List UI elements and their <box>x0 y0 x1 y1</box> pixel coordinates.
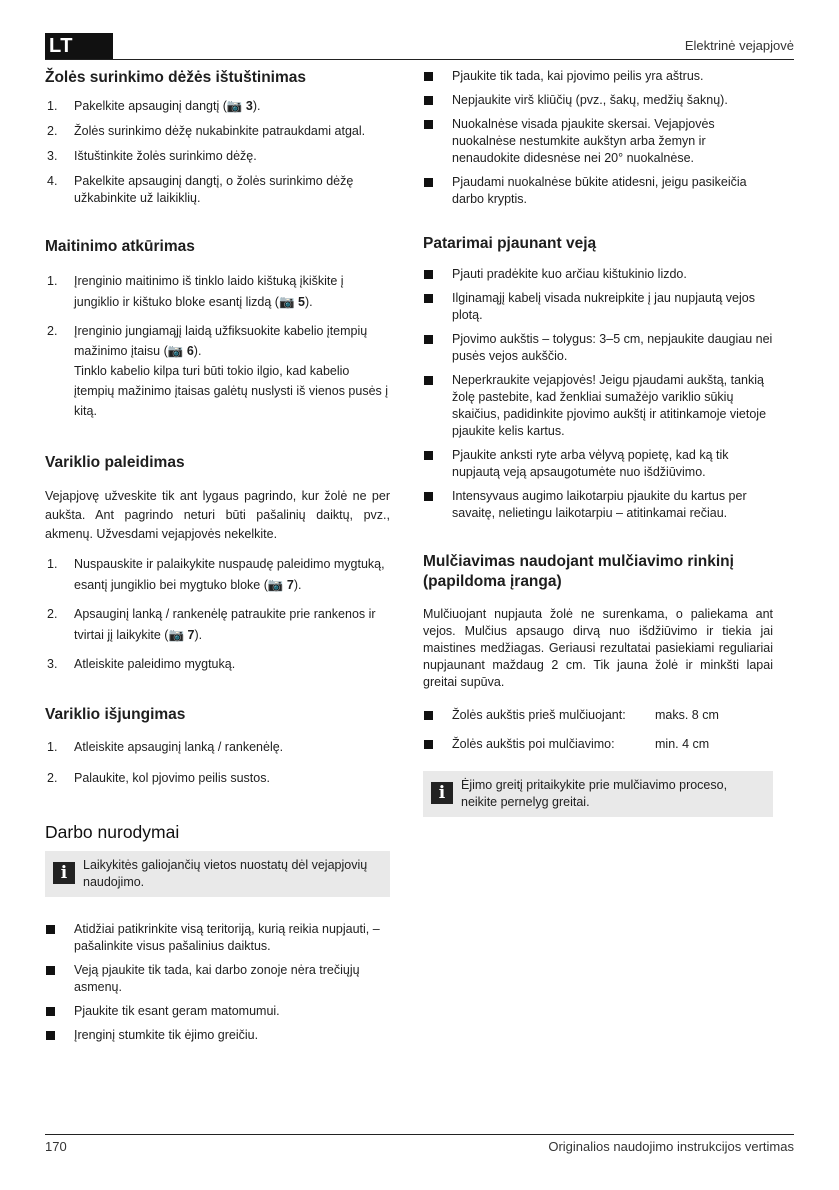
list-item: Neperkraukite vejapjovės! Jeigu pjaudami aukštą, tankią žolę pastebite, kad ženkliai sumažėjo variklio sūkių skaičius, padidinkite pjovimo aukštį ir atitinkamoje vietoje pjaukite kelis kartus. <box>423 372 773 440</box>
list-item: 3. Atleiskite paleidimo mygtuką. <box>47 657 236 671</box>
mulching-specs <box>423 707 773 753</box>
section-title-engine-stop: Variklio išjungimas <box>45 706 186 723</box>
list-item: 3. Ištuštinkite žolės surinkimo dėžę. <box>47 149 257 163</box>
info-note-mulching <box>423 771 773 817</box>
left-column <box>45 68 390 1051</box>
list-item: Pjaukite tik esant geram matomumui. <box>45 1003 390 1020</box>
info-icon: i <box>431 782 453 804</box>
section-title-engine-start: Variklio paleidimas <box>45 454 185 471</box>
header-divider <box>45 59 794 60</box>
list-item: Pjauti pradėkite kuo arčiau kištukinio lizdo. <box>423 266 773 283</box>
list-item: 1. Įrenginio maitinimo iš tinklo laido kištuką įkiškite į jungiklio ir kištuko bloke esantį lizdą (📷 5). <box>47 274 344 309</box>
footer-text: Originalios naudojimo instrukcijos vertimas <box>548 1139 794 1154</box>
list-item: Pjaukite tik tada, kai pjovimo peilis yra aštrus. <box>423 68 773 85</box>
figure-ref: 📷 7 <box>168 628 195 642</box>
page-number: 170 <box>45 1139 67 1154</box>
steps-engine-start <box>45 554 390 675</box>
list-item: 1. Pakelkite apsauginį dangtį (📷 3). <box>47 99 261 113</box>
list-item: 2. Įrenginio jungiamąjį laidą užfiksuokite kabelio įtempių mažinimo įtaisu (📷 6). Tinklo kabelio kilpa turi būti tokio ilgio, kad kabelio įtempių mažinimo įtaisas galėtų nuslysti iš vienos pusės į kitą. <box>47 324 389 418</box>
steps-empty-box <box>45 98 390 207</box>
work-bullets-continued <box>423 68 773 208</box>
mulching-paragraph: Mulčiuojant nupjauta žolė ne surenkama, o paliekama ant vejos. Mulčius apsaugo dirvą nuo išdžiūvimo ir tiekia jai maistines medžiagas. Geriausi rezultatai pasiekiami reguliariai nupjaunant maždaug 2 cm. Tik jauna žolė ir minkšti lapai greitai supūva. <box>423 607 773 689</box>
engine-start-paragraph: Vejapjovę užveskite tik ant lygaus pagrindo, kur žolė ne per aukšta. Ant pagrindo neturi būti pašalinių daiktų, pvz., akmenų. Užvesdami vejapjovės nekelkite. <box>45 489 390 541</box>
list-item: Įrenginį stumkite tik ėjimo greičiu. <box>45 1027 390 1044</box>
list-item: Ilginamąjį kabelį visada nukreipkite į jau nupjautą vejos plotą. <box>423 290 773 324</box>
figure-ref: 📷 7 <box>267 578 294 592</box>
figure-ref: 📷 5 <box>278 295 305 309</box>
info-icon: i <box>53 862 75 884</box>
right-column <box>423 68 773 837</box>
spec-row: Žolės aukštis poi mulčiavimo: min. 4 cm <box>423 736 773 753</box>
steps-engine-stop <box>45 739 390 787</box>
figure-ref: 📷 3 <box>226 99 253 113</box>
steps-power <box>45 271 390 421</box>
list-item: 2. Palaukite, kol pjovimo peilis sustos. <box>47 771 270 785</box>
info-note-text: Laikykitės galiojančių vietos nuostatų dėl vejapjovių naudojimo. <box>83 858 368 889</box>
list-item: 1. Atleiskite apsauginį lanką / rankenėlę. <box>47 740 284 754</box>
info-note <box>45 851 390 897</box>
list-item: Pjaudami nuokalnėse būkite atidesni, jeigu pasikeičia darbo kryptis. <box>423 174 773 208</box>
spec-row: Žolės aukštis prieš mulčiuojant: maks. 8 cm <box>423 707 773 724</box>
list-item: 2. Žolės surinkimo dėžę nukabinkite patraukdami atgal. <box>47 124 366 138</box>
header-title: Elektrinė vejapjovė <box>684 38 794 53</box>
list-item: 1. Nuspauskite ir palaikykite nuspaudę paleidimo mygtuką, esantį jungiklio bei mygtuko bloke (📷 7). <box>47 557 385 592</box>
work-bullets <box>45 921 390 1044</box>
list-item: 2. Apsauginį lanką / rankenėlę patraukite prie rankenos ir tvirtai jį laikykite (📷 7). <box>47 607 376 642</box>
section-title-power: Maitinimo atkūrimas <box>45 238 195 255</box>
section-title-work-instructions: Darbo nurodymai <box>45 822 180 842</box>
mowing-tips-bullets <box>423 266 773 522</box>
section-title-mowing-tips: Patarimai pjaunant veją <box>423 235 597 252</box>
section-title-empty-box: Žolės surinkimo dėžės ištuštinimas <box>45 69 306 86</box>
list-item: Intensyvaus augimo laikotarpiu pjaukite du kartus per savaitę, nelietingu laikotarpiu – atitinkamai rečiau. <box>423 488 773 522</box>
figure-ref: 📷 6 <box>167 344 194 358</box>
section-title-mulching: Mulčiavimas naudojant mulčiavimo rinkinį (papildoma įranga) <box>423 553 734 590</box>
footer-divider <box>45 1134 794 1135</box>
list-item: Nuokalnėse visada pjaukite skersai. Vejapjovės nuokalnėse nestumkite aukštyn arba žemyn ir nenaudokite didesnėse nei 20° nuokalnėse. <box>423 116 773 167</box>
list-item: 4. Pakelkite apsauginį dangtį, o žolės surinkimo dėžę užkabinkite už laikiklių. <box>47 174 354 205</box>
list-item: Veją pjaukite tik tada, kai darbo zonoje nėra trečiųjų asmenų. <box>45 962 390 996</box>
language-badge: LT <box>45 33 113 60</box>
list-item: Nepjaukite virš kliūčių (pvz., šakų, medžių šaknų). <box>423 92 773 109</box>
list-item: Pjovimo aukštis – tolygus: 3–5 cm, nepjaukite daugiau nei pusės vejos aukščio. <box>423 331 773 365</box>
list-item: Atidžiai patikrinkite visą teritoriją, kurią reikia nupjauti, – pašalinkite visus pašalinius daiktus. <box>45 921 390 955</box>
list-item: Pjaukite anksti ryte arba vėlyvą popietę, kad ką tik nupjautą veją apsaugotumėte nuo išdžiūvimo. <box>423 447 773 481</box>
info-note-text: Ėjimo greitį pritaikykite prie mulčiavimo proceso, neikite pernelyg greitai. <box>461 778 728 809</box>
